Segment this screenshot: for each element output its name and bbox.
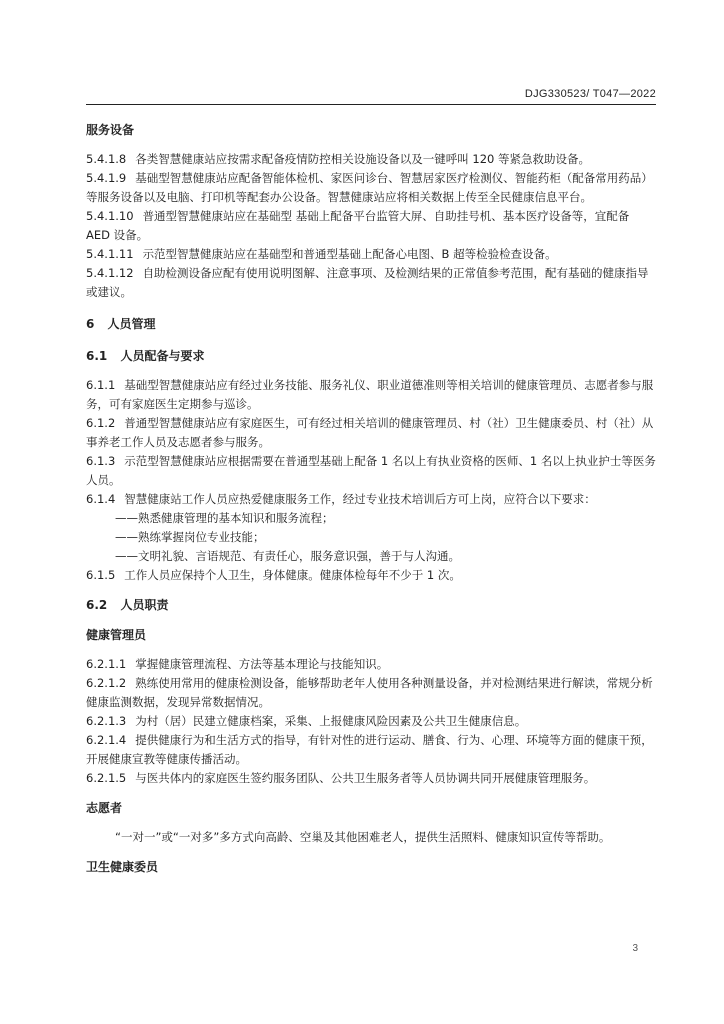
clause-number: 5.4.1.9 [86, 171, 127, 185]
header-rule [86, 104, 656, 105]
subheading-volunteer: 志愿者 [86, 801, 123, 815]
clause [86, 264, 656, 302]
section-heading-6-1 [86, 346, 656, 366]
clause-text: 掌握健康管理流程、方法等基本理论与技能知识。 [135, 657, 389, 671]
clause [86, 769, 656, 788]
clause-text: 自助检测设备应配有使用说明图解、注意事项、及检测结果的正常值参考范围，配有基础的健康指导或建议。 [86, 266, 649, 299]
clause-text: 工作人员应保持个人卫生，身体健康。健康体检每年不少于 1 次。 [124, 568, 461, 582]
heading-service-equipment: 服务设备 [86, 123, 135, 137]
clause-text: 为村（居）民建立健康档案，采集、上报健康风险因素及公共卫生健康信息。 [135, 714, 527, 728]
clause [86, 376, 656, 414]
clause-number: 6.2.1.3 [86, 714, 127, 728]
section-heading-6-2 [86, 595, 656, 615]
clause-text: 普通型智慧健康站应在基础型 基础上配备平台监管大屏、自助挂号机、基本医疗设备等，宜配备 AED 设备。 [86, 209, 630, 242]
clause [86, 731, 656, 769]
clause-number: 6.1.2 [86, 416, 116, 430]
clause-number: 6.1.5 [86, 568, 116, 582]
clause-number: 6.1.1 [86, 378, 116, 392]
document-body [86, 120, 656, 877]
page-number: 3 [632, 943, 638, 954]
section-title: 人员职责 [120, 598, 169, 612]
clause [86, 169, 656, 207]
chapter-heading [86, 314, 656, 334]
subheading-health-manager: 健康管理员 [86, 628, 147, 642]
requirement-item: ——熟练掌握岗位专业技能； [115, 530, 265, 544]
document-id: DJG330523/ T047—2022 [524, 88, 656, 100]
clause-number: 6.1.3 [86, 454, 116, 468]
clause-number: 5.4.1.8 [86, 152, 127, 166]
section-number: 6.2 [86, 598, 108, 612]
clause-number: 6.2.1.2 [86, 676, 127, 690]
section-title: 人员配备与要求 [120, 349, 205, 363]
clause-text: 示范型智慧健康站应在基础型和普通型基础上配备心电图、B 超等检验检查设备。 [142, 247, 557, 261]
clause-number: 5.4.1.12 [86, 266, 134, 280]
clause-number: 6.1.4 [86, 492, 116, 506]
clause-text: 基础型智慧健康站应配备智能体检机、家医问诊台、智慧居家医疗检测仪、智能药柜（配备常用药品）等服务设备以及电脑、打印机等配套办公设备。智慧健康站应将相关数据上传至全民健康信息平台。 [86, 171, 653, 204]
clause-text: 智慧健康站工作人员应热爱健康服务工作，经过专业技术培训后方可上岗，应符合以下要求： [124, 492, 596, 506]
chapter-number: 6 [86, 317, 95, 331]
volunteer-paragraph: “一对一”或“一对多”多方式向高龄、空巢及其他困难老人，提供生活照料、健康知识宣传等帮助。 [115, 830, 611, 844]
clause [86, 712, 656, 731]
clause-number: 6.2.1.5 [86, 771, 127, 785]
clause [86, 245, 656, 264]
clause-text: 普通型智慧健康站应有家庭医生，可有经过相关培训的健康管理员、村（社）卫生健康委员、村（社）从事养老工作人员及志愿者参与服务。 [86, 416, 654, 449]
clause-text: 各类智慧健康站应按需求配备疫情防控相关设施设备以及一键呼叫 120 等紧急救助设备。 [135, 152, 590, 166]
clause [86, 566, 656, 585]
clause-number: 6.2.1.4 [86, 733, 127, 747]
clause [86, 207, 656, 245]
clause-number: 5.4.1.11 [86, 247, 134, 261]
clause [86, 452, 656, 490]
clause-number: 6.2.1.1 [86, 657, 127, 671]
chapter-title: 人员管理 [107, 317, 156, 331]
clause [86, 490, 656, 509]
clause [86, 655, 656, 674]
clause-text: 基础型智慧健康站应有经过业务技能、服务礼仪、职业道德准则等相关培训的健康管理员、志愿者参与服务，可有家庭医生定期参与巡诊。 [86, 378, 654, 411]
requirement-item: ——熟悉健康管理的基本知识和服务流程； [115, 511, 334, 525]
clause-number: 5.4.1.10 [86, 209, 134, 223]
clause [86, 414, 656, 452]
clause-text: 熟练使用常用的健康检测设备，能够帮助老年人使用各种测量设备，并对检测结果进行解读，常规分析健康监测数据，发现异常数据情况。 [86, 676, 653, 709]
clause [86, 150, 656, 169]
subheading-health-committee: 卫生健康委员 [86, 860, 159, 874]
section-number: 6.1 [86, 349, 108, 363]
clause-text: 与医共体内的家庭医生签约服务团队、公共卫生服务者等人员协调共同开展健康管理服务。 [135, 771, 596, 785]
clause-text: 示范型智慧健康站应根据需要在普通型基础上配备 1 名以上有执业资格的医师、1 名以上执业护士等医务人员。 [86, 454, 656, 487]
clause [86, 674, 656, 712]
requirement-item: ——文明礼貌、言语规范、有责任心，服务意识强，善于与人沟通。 [115, 549, 460, 563]
clause-text: 提供健康行为和生活方式的指导，有针对性的进行运动、膳食、行为、心理、环境等方面的健康干预，开展健康宣教等健康传播活动。 [86, 733, 653, 766]
